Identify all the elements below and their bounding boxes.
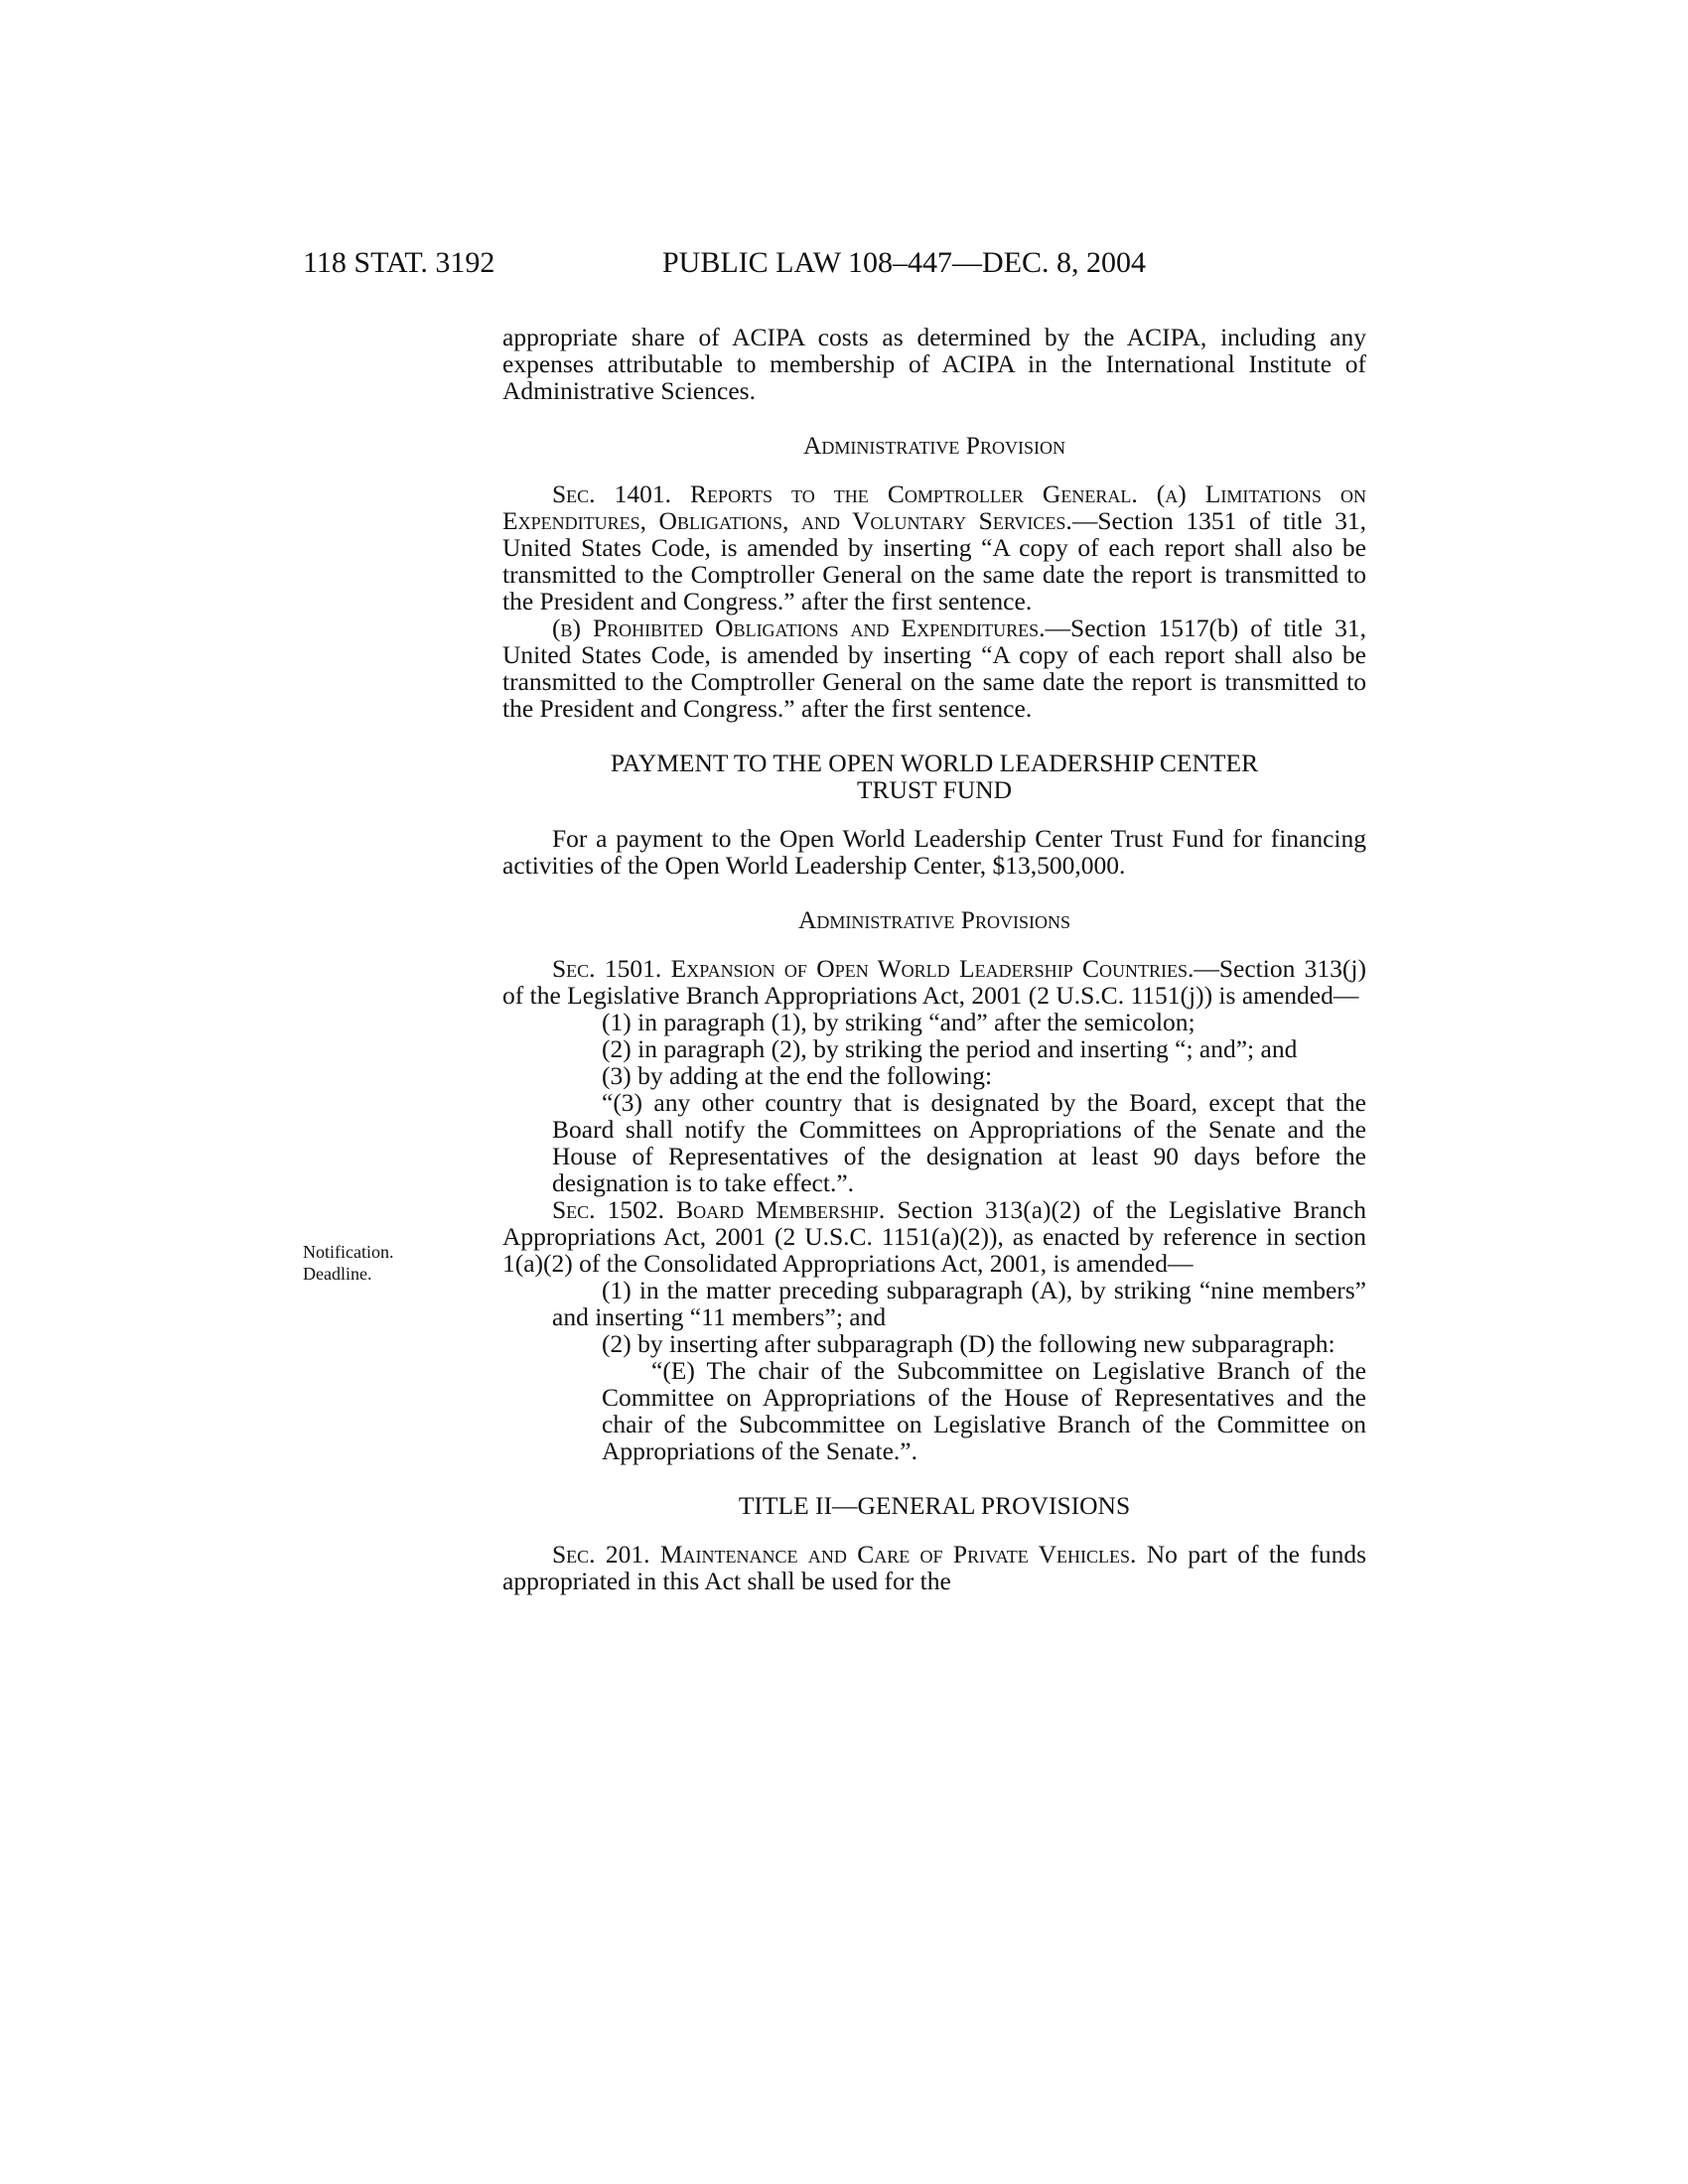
heading-administrative-provisions: Administrative Provisions — [798, 905, 1070, 934]
sec-1501-label: Sec. 1501. Expansion of Open World Leadership Countries. — [552, 954, 1195, 983]
sec-1401-b-heading: (b) Prohibited Obligations and Expenditures. — [552, 614, 1046, 642]
sec-1401 — [502, 480, 1366, 614]
sec-1502-text: Section 313(a)(2) of the Legislative Branch Appropriations Act, 2001 (2 U.S.C. 1151(a)(2)), as enacted by reference in section 1(a)(2) of the Consolidated Appropriations Act, 2001, is amended— — [502, 1195, 1366, 1278]
sec-1501-item-3: (3) by adding at the end the following: — [602, 1061, 993, 1090]
sec-1501-text: —Section 313(j) of the Legislative Branch Appropriations Act, 2001 (2 U.S.C. 1151(j)) is amended— — [502, 954, 1367, 1010]
sec-1502-item-1: (1) in the matter preceding subparagraph (A), by striking “nine members” and inserting “11 members”; and — [552, 1276, 1366, 1331]
sec-1502-item-2: (2) by inserting after subparagraph (D) the following new subparagraph: — [602, 1329, 1336, 1358]
margin-note-notification: Notification. — [303, 1242, 394, 1262]
running-header — [0, 246, 1688, 286]
sec-1501 — [502, 955, 1366, 1009]
public-law-title: PUBLIC LAW 108–447—DEC. 8, 2004 — [662, 246, 1147, 279]
margin-note-deadline: Deadline. — [303, 1264, 372, 1284]
sec-1502-quoted-subparagraph: “(E) The chair of the Subcommittee on Legislative Branch of the Committee on Appropriations of the House of Representatives and the chair of the Subcommittee on Legislative Branch of the Committee on Appropriations of the Senate.”. — [602, 1356, 1366, 1465]
statute-citation: 118 STAT. 3192 — [303, 246, 495, 279]
main-text-column — [502, 324, 1366, 1594]
sec-201-label: Sec. 201. Maintenance and Care of Private Vehicles. — [552, 1540, 1137, 1569]
sec-201 — [502, 1541, 1366, 1594]
sec-1401-a-heading: (a) Limitations on Expenditures, Obligations, and Voluntary Services. — [502, 479, 1366, 535]
sec-1401-b — [502, 614, 1366, 722]
intro-paragraph: appropriate share of ACIPA costs as determined by the ACIPA, including any expenses attributable to membership of ACIPA in the International Institute of Administrative Sciences. — [502, 323, 1366, 405]
sec-1401-a-text: —Section 1351 of title 31, United States Code, is amended by inserting “A copy of each report shall also be transmitted to the Comptroller General on the same date the report is transmitted to the President and Congress.” after the first sentence. — [502, 506, 1367, 615]
heading-title-ii: TITLE II—GENERAL PROVISIONS — [738, 1491, 1131, 1520]
sec-1501-quoted-paragraph: “(3) any other country that is designated by the Board, except that the Board shall notify the Committees on Appropriations of the Senate and the House of Representatives of the designation at least 90 days before the designation is to take effect.”. — [552, 1088, 1366, 1197]
sec-1502 — [502, 1196, 1366, 1277]
heading-administrative-provision: Administrative Provision — [803, 431, 1065, 460]
heading-payment-line2: TRUST FUND — [856, 775, 1013, 804]
margin-note — [303, 1241, 393, 1285]
sec-1501-item-1: (1) in paragraph (1), by striking “and” after the semicolon; — [602, 1008, 1196, 1036]
sec-1401-b-text: —Section 1517(b) of title 31, United States Code, is amended by inserting “A copy of each report shall also be transmitted to the Comptroller General on the same date the report is transmitted to the President and Congress.” after the first sentence. — [502, 614, 1366, 723]
sec-1501-item-2: (2) in paragraph (2), by striking the period and inserting “; and”; and — [602, 1034, 1298, 1063]
sec-201-text: No part of the funds appropriated in this Act shall be used for the — [502, 1540, 1366, 1595]
sec-1401-label: Sec. 1401. Reports to the Comptroller General. — [552, 479, 1138, 508]
payment-paragraph: For a payment to the Open World Leadership Center Trust Fund for financing activities of the Open World Leadership Center, $13,500,000. — [502, 824, 1366, 880]
sec-1502-label: Sec. 1502. Board Membership. — [552, 1195, 886, 1224]
heading-payment-line1: PAYMENT TO THE OPEN WORLD LEADERSHIP CENTER — [610, 749, 1259, 777]
